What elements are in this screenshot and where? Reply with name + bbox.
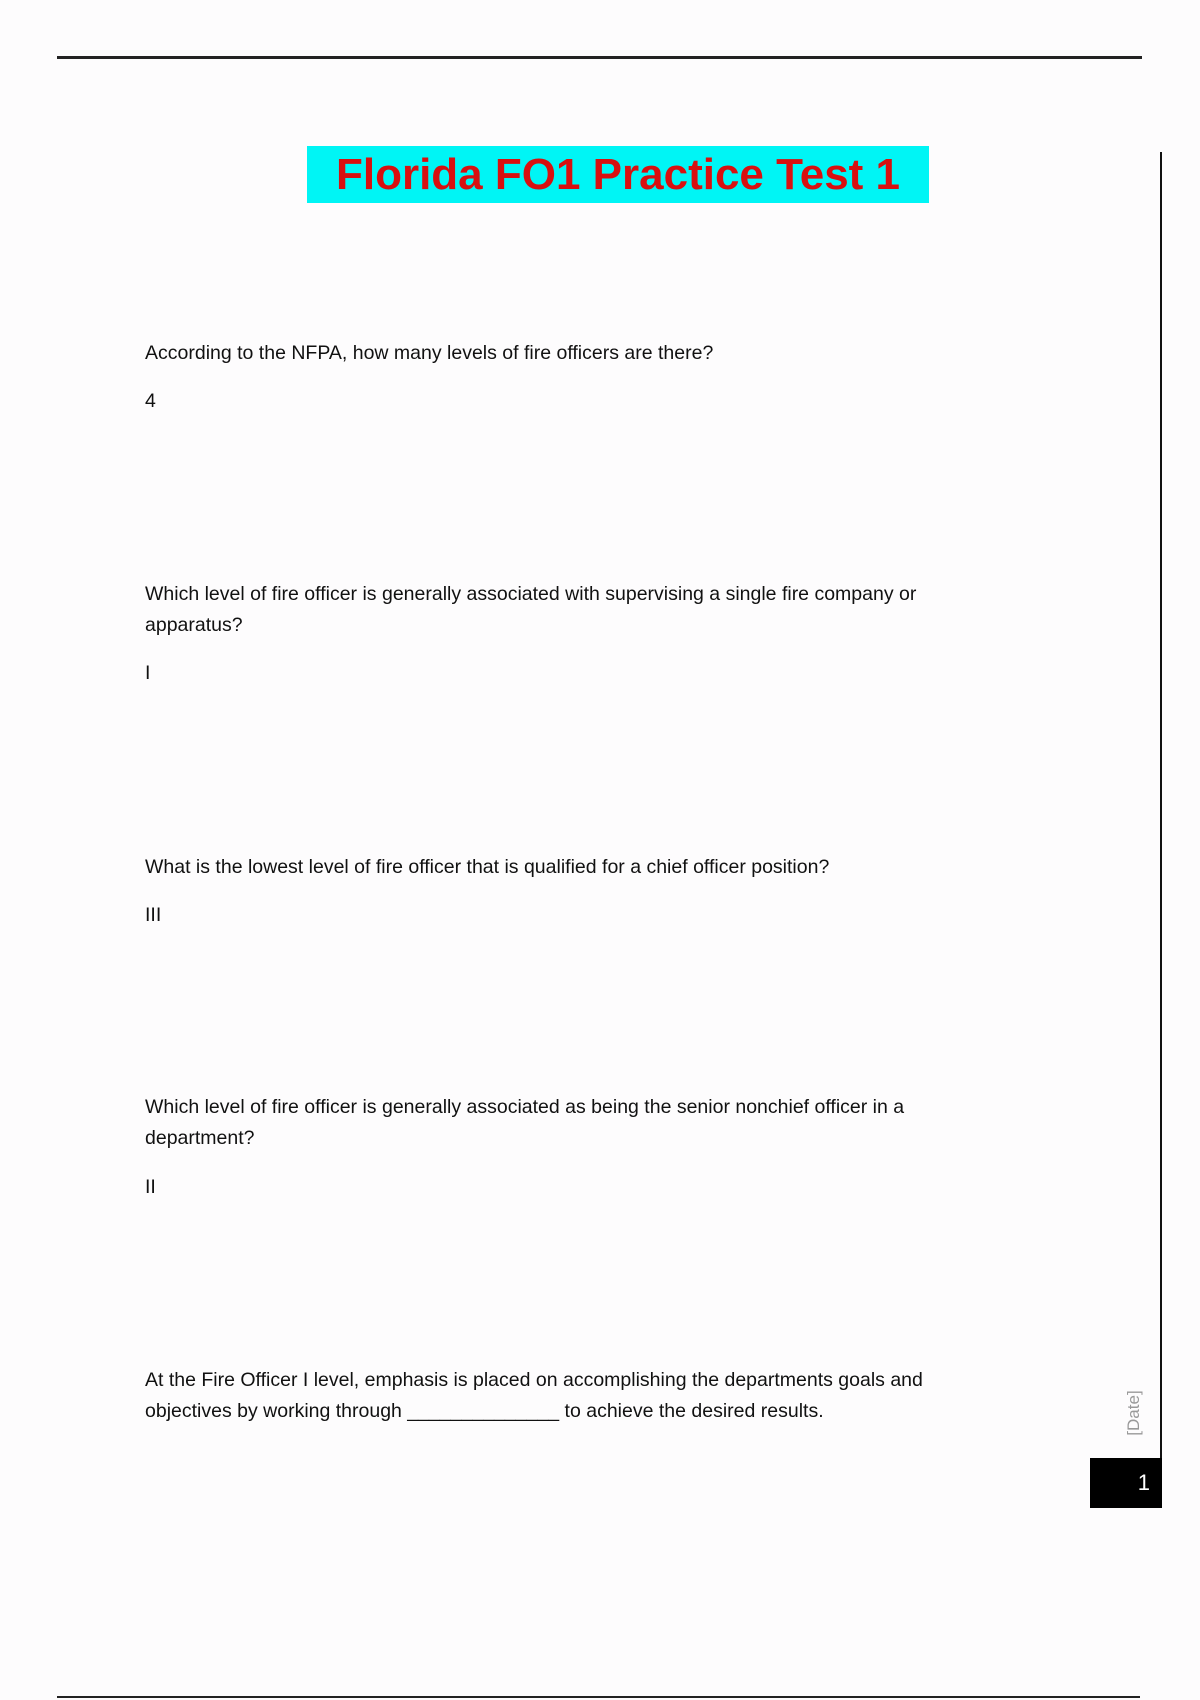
question-2-line-1: Which level of fire officer is generally associated with supervising a single fire company or (145, 583, 917, 605)
question-3: What is the lowest level of fire officer that is qualified for a chief officer position? (145, 856, 830, 878)
question-4-line-1: Which level of fire officer is generally associated as being the senior nonchief officer in a (145, 1096, 905, 1118)
question-5-line-2: objectives by working through ______________ to achieve the desired results. (145, 1400, 824, 1422)
answer-2: I (145, 662, 151, 684)
answer-3: III (145, 904, 162, 926)
question-2-line-2: apparatus? (145, 614, 243, 636)
page-number: 1 (1090, 1458, 1162, 1508)
footer-rule (57, 1696, 1140, 1698)
footer-date: [Date] (1124, 1390, 1143, 1436)
answer-1: 4 (145, 390, 156, 412)
document-title: Florida FO1 Practice Test 1 (307, 146, 929, 203)
question-4-line-2: department? (145, 1127, 255, 1149)
answer-4: II (145, 1176, 156, 1198)
margin-rule (1160, 152, 1162, 1508)
header-rule (57, 56, 1142, 59)
question-5-line-1: At the Fire Officer I level, emphasis is placed on accomplishing the departments goals and (145, 1369, 923, 1391)
question-1: According to the NFPA, how many levels of fire officers are there? (145, 342, 714, 364)
